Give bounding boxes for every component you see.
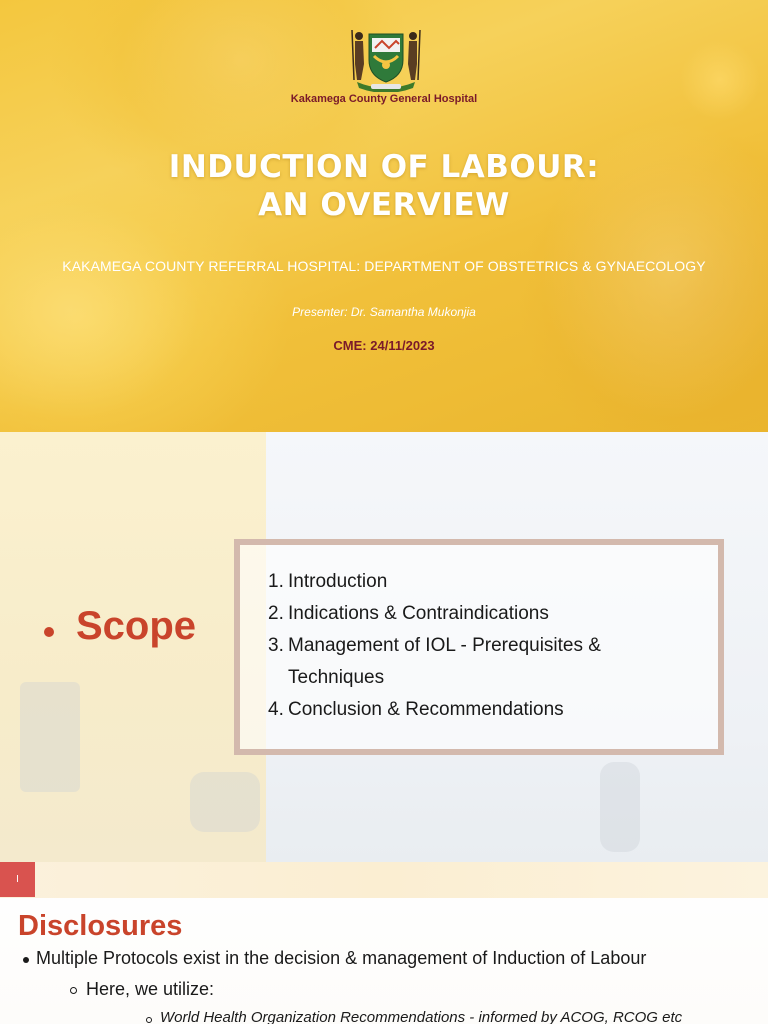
title-line-1: INDUCTION OF LABOUR: — [168, 149, 600, 185]
list-item-text: Conclusion & Recommendations — [288, 699, 564, 720]
list-item — [268, 630, 688, 694]
scope-heading: Scope — [76, 604, 197, 648]
background-device — [190, 772, 260, 832]
background-device — [600, 762, 640, 852]
county-coat-of-arms-icon — [347, 22, 425, 92]
disclosures-slide — [0, 862, 768, 1024]
list-item-text: Management of IOL - Prerequisites & Techniques — [288, 635, 601, 688]
slide-number-badge: I — [0, 862, 35, 897]
title-line-2: AN OVERVIEW — [258, 187, 510, 223]
disclosures-heading: Disclosures — [18, 910, 183, 942]
list-item-number: 2. — [268, 603, 284, 624]
background-device — [20, 682, 80, 792]
scope-bullet-dot — [44, 627, 54, 637]
bullet-level-2: Here, we utilize: — [86, 979, 215, 999]
bullet-level-3: World Health Organization Recommendations - informed by ACOG, RCOG etc — [160, 1009, 683, 1024]
list-item — [268, 598, 688, 630]
list-item-number: 4. — [268, 699, 284, 720]
list-item — [268, 694, 688, 726]
cme-date: CME: 24/11/2023 — [333, 338, 435, 353]
department-subtitle: KAKAMEGA COUNTY REFERRAL HOSPITAL: DEPARTMENT OF OBSTETRICS & GYNAECOLOGY — [62, 258, 706, 274]
scope-list — [268, 566, 688, 726]
header-strip — [0, 862, 768, 898]
list-item-number: 1. — [268, 571, 284, 592]
bullet-level-1: Multiple Protocols exist in the decision & management of Induction of Labour — [36, 948, 647, 968]
background-fold — [120, 0, 360, 160]
list-item-number: 3. — [268, 635, 284, 656]
hospital-name: Kakamega County General Hospital — [290, 93, 478, 105]
scope-slide — [0, 432, 768, 862]
presentation-title — [0, 148, 768, 224]
list-item-text: Indications & Contraindications — [288, 603, 549, 624]
list-item — [268, 566, 688, 598]
presenter-name: Presenter: Dr. Samantha Mukonjia — [292, 305, 476, 319]
list-item-text: Introduction — [288, 571, 388, 592]
title-slide — [0, 0, 768, 432]
